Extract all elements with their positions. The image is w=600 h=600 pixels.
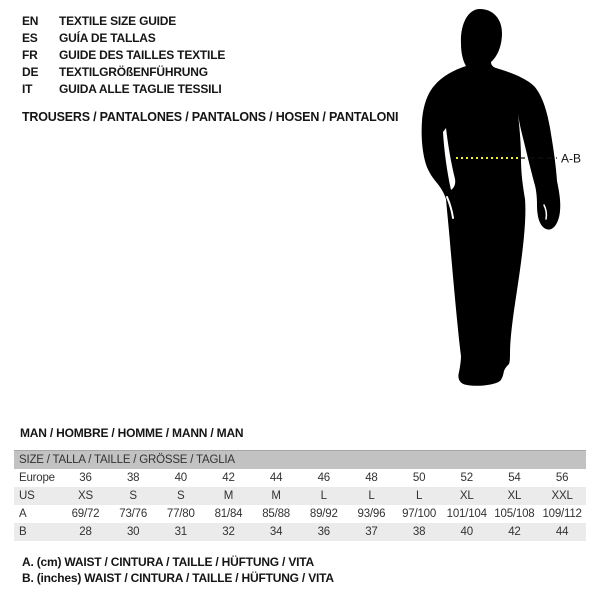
language-row: [22, 30, 225, 47]
cell: 36: [300, 523, 348, 541]
cell: XL: [491, 487, 539, 505]
cell: 105/108: [494, 508, 535, 520]
table-row-b-inches: [14, 523, 586, 541]
cell: M: [205, 487, 253, 505]
footnotes: [22, 554, 334, 586]
language-row: [22, 81, 225, 98]
footnote-a: A. (cm) WAIST / CINTURA / TAILLE / HÜFTUNG / VITA: [22, 555, 314, 569]
row-label: B: [14, 523, 62, 541]
cell: 30: [109, 523, 157, 541]
footnote-b: B. (inches) WAIST / CINTURA / TAILLE / HÜFTUNG / VITA: [22, 571, 334, 585]
cell: 81/84: [214, 508, 243, 520]
cell: L: [300, 487, 348, 505]
cell: XXL: [538, 487, 586, 505]
cell: 97/100: [402, 508, 437, 520]
cell: M: [252, 487, 300, 505]
cell: 44: [269, 472, 283, 484]
row-label: US: [14, 487, 62, 505]
language-row: [22, 13, 225, 30]
size-table: [14, 450, 586, 541]
cell: 46: [317, 472, 330, 484]
man-silhouette-shape: [422, 9, 561, 386]
cell: 28: [62, 523, 110, 541]
cell: 40: [174, 472, 187, 484]
cell: 36: [79, 472, 92, 484]
cell: S: [109, 487, 157, 505]
cell: 69/72: [71, 508, 100, 520]
cell: 37: [348, 523, 396, 541]
language-list: [22, 13, 225, 98]
cell: 34: [252, 523, 300, 541]
language-code: IT: [22, 82, 33, 96]
cell: 85/88: [262, 508, 290, 520]
cell: 52: [460, 472, 473, 484]
row-label: Europe: [19, 472, 55, 484]
cell: 89/92: [309, 508, 338, 520]
cell: 54: [508, 472, 521, 484]
language-row: [22, 47, 225, 64]
cell: 50: [412, 472, 426, 484]
language-label: GUÍA DE TALLAS: [59, 31, 156, 45]
man-silhouette-figure: [395, 0, 600, 410]
language-code: ES: [22, 31, 38, 45]
cell: XL: [443, 487, 491, 505]
cell: 44: [538, 523, 586, 541]
language-code: EN: [22, 14, 39, 28]
cell: 109/112: [542, 508, 582, 520]
cell: 38: [395, 523, 443, 541]
cell: 77/80: [166, 508, 195, 520]
cell: 73/76: [119, 508, 148, 520]
cell: 93/96: [357, 508, 386, 520]
language-code: DE: [22, 65, 39, 79]
cell: 42: [222, 472, 235, 484]
cell: 42: [491, 523, 539, 541]
language-label: TEXTILE SIZE GUIDE: [59, 14, 177, 28]
language-label: TEXTILGRÖßENFÜHRUNG: [59, 65, 208, 79]
language-label: GUIDE DES TAILLES TEXTILE: [59, 48, 226, 62]
table-row-us: [14, 487, 586, 505]
row-label: A: [19, 508, 27, 520]
cell: 40: [443, 523, 491, 541]
cell: 48: [365, 472, 378, 484]
gender-heading: MAN / HOMBRE / HOMME / MANN / MAN: [20, 426, 244, 440]
size-table-header-row: [14, 451, 586, 470]
cell: 32: [205, 523, 253, 541]
cell: L: [348, 487, 396, 505]
language-row: [22, 64, 225, 81]
cell: 101/104: [446, 508, 487, 520]
size-table-header: SIZE / TALLA / TAILLE / GRÖSSE / TAGLIA: [14, 451, 586, 470]
garment-heading: TROUSERS / PANTALONES / PANTALONS / HOSEN / PANTALONI: [22, 110, 399, 124]
cell: L: [395, 487, 443, 505]
table-row-a-cm: [14, 505, 586, 523]
cell: XS: [62, 487, 110, 505]
language-code: FR: [22, 48, 38, 62]
cell: S: [157, 487, 205, 505]
cell: 56: [555, 472, 569, 484]
waist-measure-label: A-B: [561, 151, 582, 166]
cell: 38: [126, 472, 140, 484]
language-label: GUIDA ALLE TAGLIE TESSILI: [59, 82, 222, 96]
table-row-europe: [14, 469, 586, 487]
cell: 31: [157, 523, 205, 541]
